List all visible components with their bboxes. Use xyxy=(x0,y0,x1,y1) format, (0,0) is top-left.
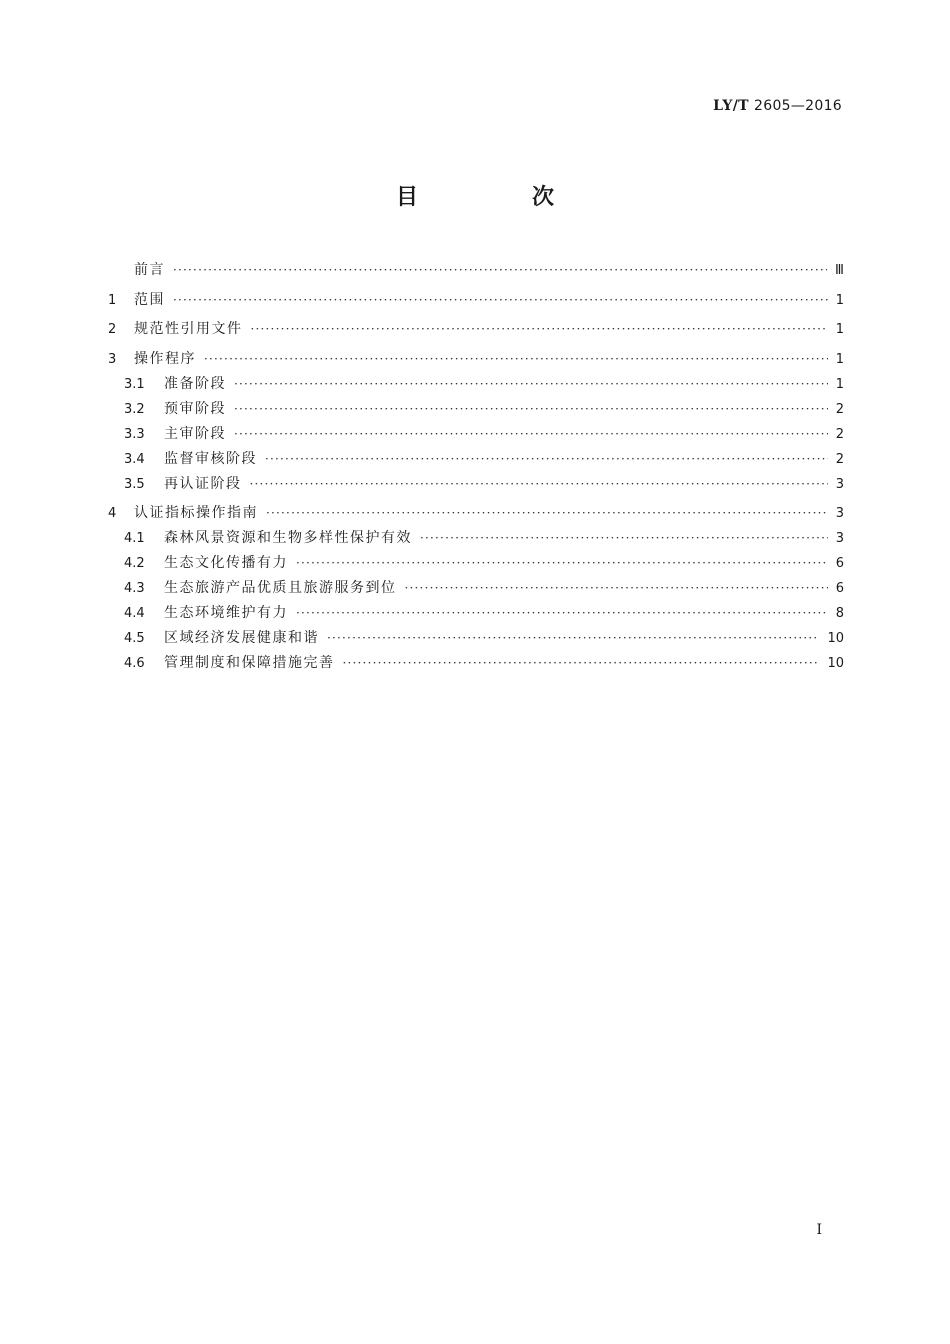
toc-entry-title: 生态文化传播有力 xyxy=(164,555,288,571)
toc-entry-number: 4.6 xyxy=(124,656,145,671)
toc-entry-number: 4.4 xyxy=(124,606,145,621)
toc-entry-title: 森林风景资源和生物多样性保护有效 xyxy=(164,530,412,546)
toc-leader-dots xyxy=(173,288,828,313)
toc-entry-title: 生态环境维护有力 xyxy=(164,605,288,621)
toc-entry-page: 2 xyxy=(835,451,844,467)
table-of-contents xyxy=(108,258,844,676)
toc-entry-page: 6 xyxy=(835,581,844,596)
toc-entry[interactable] xyxy=(108,526,844,551)
toc-entry-number: 1 xyxy=(108,292,117,308)
toc-entry-page: Ⅲ xyxy=(835,263,844,278)
toc-leader-dots xyxy=(296,601,828,626)
toc-entry-title: 再认证阶段 xyxy=(164,475,242,492)
toc-entry[interactable] xyxy=(108,422,844,447)
toc-entry[interactable] xyxy=(108,447,844,472)
toc-leader-dots xyxy=(266,501,828,526)
toc-entry-page: 1 xyxy=(835,376,844,392)
toc-entry-page: 1 xyxy=(835,292,844,308)
toc-entry-number: 4.2 xyxy=(124,556,145,571)
toc-leader-dots xyxy=(296,551,828,576)
toc-leader-dots xyxy=(173,258,827,283)
toc-entry-number: 3.1 xyxy=(124,376,145,392)
toc-entry[interactable] xyxy=(108,626,844,651)
standard-number: 2605—2016 xyxy=(754,98,842,114)
toc-entry-number: 4.1 xyxy=(124,531,145,546)
toc-entry-number: 3.5 xyxy=(124,476,145,492)
toc-entry-title: 规范性引用文件 xyxy=(134,321,243,337)
toc-entry-number: 2 xyxy=(108,322,117,337)
toc-entry[interactable] xyxy=(108,347,844,372)
toc-entry[interactable] xyxy=(108,258,844,283)
toc-entry-title: 准备阶段 xyxy=(164,375,226,392)
toc-entry[interactable] xyxy=(108,651,844,676)
toc-entry-page: 1 xyxy=(835,322,844,337)
toc-entry[interactable] xyxy=(108,397,844,422)
toc-leader-dots xyxy=(343,651,820,676)
toc-entry[interactable] xyxy=(108,576,844,601)
toc-entry-number: 3.2 xyxy=(124,401,145,417)
page-title: 目 次 xyxy=(395,185,600,210)
toc-entry-title: 区域经济发展健康和谐 xyxy=(164,630,319,646)
toc-entry-page: 3 xyxy=(835,506,844,521)
toc-entry-number: 3.4 xyxy=(124,451,145,467)
toc-leader-dots xyxy=(234,372,828,397)
toc-leader-dots xyxy=(251,317,828,342)
toc-entry-number: 4.5 xyxy=(124,631,145,646)
toc-leader-dots xyxy=(327,626,819,651)
toc-leader-dots xyxy=(250,472,828,497)
toc-entry-number: 3.3 xyxy=(124,426,145,442)
toc-entry-page: 6 xyxy=(835,556,844,571)
toc-leader-dots xyxy=(204,347,828,372)
toc-entry-title: 预审阶段 xyxy=(164,400,226,417)
toc-entry[interactable] xyxy=(108,472,844,497)
toc-entry-title: 前言 xyxy=(134,262,165,278)
toc-entry-number: 4.3 xyxy=(124,581,145,596)
toc-entry[interactable] xyxy=(108,501,844,526)
toc-entry-number: 3 xyxy=(108,351,117,367)
standard-prefix: LY/T xyxy=(713,98,749,114)
toc-entry-page: 2 xyxy=(835,401,844,417)
toc-entry-page: 3 xyxy=(835,476,844,492)
toc-entry[interactable] xyxy=(108,317,844,342)
toc-entry[interactable] xyxy=(108,372,844,397)
toc-entry-page: 8 xyxy=(835,606,844,621)
toc-leader-dots xyxy=(234,422,828,447)
toc-entry-title: 操作程序 xyxy=(134,350,196,367)
toc-leader-dots xyxy=(420,526,828,551)
toc-entry-page: 10 xyxy=(827,631,844,646)
toc-entry-page: 2 xyxy=(835,426,844,442)
page-number: I xyxy=(816,1222,822,1238)
toc-entry[interactable] xyxy=(108,551,844,576)
toc-entry[interactable] xyxy=(108,288,844,313)
toc-leader-dots xyxy=(265,447,828,472)
toc-entry-page: 3 xyxy=(835,531,844,546)
toc-entry-title: 主审阶段 xyxy=(164,425,226,442)
toc-leader-dots xyxy=(405,576,828,601)
toc-entry-title: 管理制度和保障措施完善 xyxy=(164,655,335,671)
toc-entry-title: 认证指标操作指南 xyxy=(134,505,258,521)
standard-code xyxy=(713,98,842,114)
toc-entry-page: 1 xyxy=(835,351,844,367)
toc-entry[interactable] xyxy=(108,601,844,626)
toc-entry-title: 范围 xyxy=(134,291,165,308)
toc-leader-dots xyxy=(234,397,828,422)
toc-entry-title: 生态旅游产品优质且旅游服务到位 xyxy=(164,580,397,596)
toc-entry-number: 4 xyxy=(108,506,117,521)
toc-entry-title: 监督审核阶段 xyxy=(164,450,257,467)
toc-entry-page: 10 xyxy=(827,656,844,671)
